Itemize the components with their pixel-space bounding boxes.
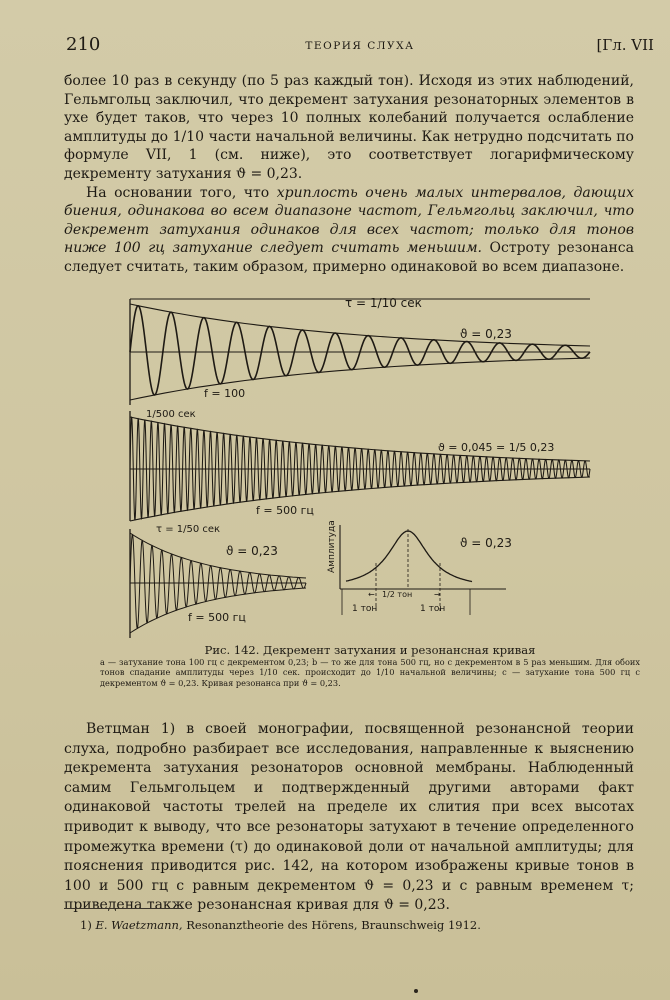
panel-a	[130, 296, 590, 405]
panel-d-arrow-right: →	[434, 590, 441, 599]
panel-b-frequency: f = 500 гц	[256, 504, 314, 517]
panel-a-theta: ϑ = 0,23	[460, 327, 512, 341]
panel-d-arrow-left: ←	[368, 590, 375, 599]
paragraph-2-italic: хриплость очень малых интервалов, дающих биения, одинакова во всем диапазоне частот, Гельмгольц заключил, что декремент затухания одинаков для всех частот; только для тонов ниже 100 гц затухание следует считать меньшим.	[64, 184, 634, 257]
panel-c-theta: ϑ = 0,23	[226, 544, 278, 558]
panel-d-theta: ϑ = 0,23	[460, 536, 512, 550]
panel-c-tau: τ = 1/50 сек	[156, 524, 221, 535]
panel-a-tau: τ = 1/10 сек	[345, 296, 422, 310]
paragraph-1: более 10 раз в секунду (по 5 раз каждый тон). Исходя из этих наблюдений, Гельмгольц заключил, что декремент затухания резонаторных элементов в ухе будет таков, что через 10 полных колебаний получается ослабление амплитуды до 1/10 части начальной величины. Как нетрудно подсчитать по формуле VII, 1 (см. ниже), это соответствует логарифмическому декременту затухания ϑ = 0,23.	[64, 73, 634, 182]
figure-caption	[100, 644, 640, 688]
panel-b-time: 1/500 сек	[146, 409, 196, 420]
caption-description: а — затухание тона 100 гц с декрементом 0,23; b — то же для тона 500 гц, но с декрементом в 5 раз меньшим. Для обоих тонов спадание амплитуды через 1/10 сек. происходит до 1/10 начальной величины; с — затухание тона 500 гц с декрементом ϑ = 0,23. Кривая резонанса при ϑ = 0,23.	[100, 657, 640, 688]
panel-b-wave	[130, 417, 590, 520]
page-number: 210	[66, 34, 101, 55]
paragraph-3: Ветцман 1) в своей монографии, посвященной резонансной теории слуха, подробно разбирает все исследования, направленные к выяснению декремента затухания резонаторов основной мембраны. Наблюденный самим Гельмгольцем и подтвержденный другими авторами факт одинаковой частоты трелей на пределе их слития при всех высотах приводит к выводу, что все резонаторы затухают в течение определенного промежутка времени (τ) до одинаковой доли от начальной амплитуды; для пояснения приводится рис. 142, на котором изображены кривые тонов в 100 и 500 гц с равным декрементом ϑ = 0,23 и с равным временем τ; приведена также резонансная кривая для ϑ = 0,23.	[64, 721, 634, 914]
caption-title: Рис. 142. Декремент затухания и резонансная кривая	[204, 643, 536, 657]
panel-b-theta: ϑ = 0,045 = 1/5 0,23	[438, 441, 555, 454]
page-header	[66, 34, 654, 58]
paragraph-2	[64, 184, 634, 277]
footnote-rule	[64, 908, 184, 909]
page-mark	[414, 989, 418, 993]
panel-d	[327, 520, 512, 615]
footnote-mark: 1)	[80, 918, 92, 932]
panel-a-frequency: f = 100	[204, 387, 246, 400]
paragraph-2-end: Остроту резонанса следует считать, таким образом, примерно одинаковой во всем диапазоне.	[64, 240, 634, 275]
panel-d-one-tone-right: 1 тон	[420, 604, 446, 614]
panel-c-frequency: f = 500 гц	[188, 611, 246, 624]
panel-d-ylabel: Амплитуда	[327, 520, 337, 573]
panel-a-wave	[130, 306, 590, 395]
figure-drawing	[120, 293, 652, 641]
chapter-label: [Гл. VII	[596, 36, 654, 54]
panel-d-one-tone-left: 1 тон	[352, 604, 378, 614]
text-block-top	[64, 72, 634, 277]
running-title: ТЕОРИЯ СЛУХА	[305, 40, 415, 52]
panel-d-half-tone: 1/2 тон	[382, 590, 413, 599]
footnote-title: Resonanztheorie des Hörens, Braunschweig 1912.	[182, 918, 481, 932]
paragraph-2-start: На основании того, что	[86, 184, 277, 201]
footnote-author: E. Waetzmann,	[95, 918, 183, 932]
panel-c	[130, 524, 306, 638]
figure-142	[120, 293, 652, 641]
resonance-curve	[346, 531, 472, 582]
text-block-bottom	[64, 720, 634, 916]
footnote	[80, 918, 481, 932]
panel-b	[130, 409, 590, 521]
